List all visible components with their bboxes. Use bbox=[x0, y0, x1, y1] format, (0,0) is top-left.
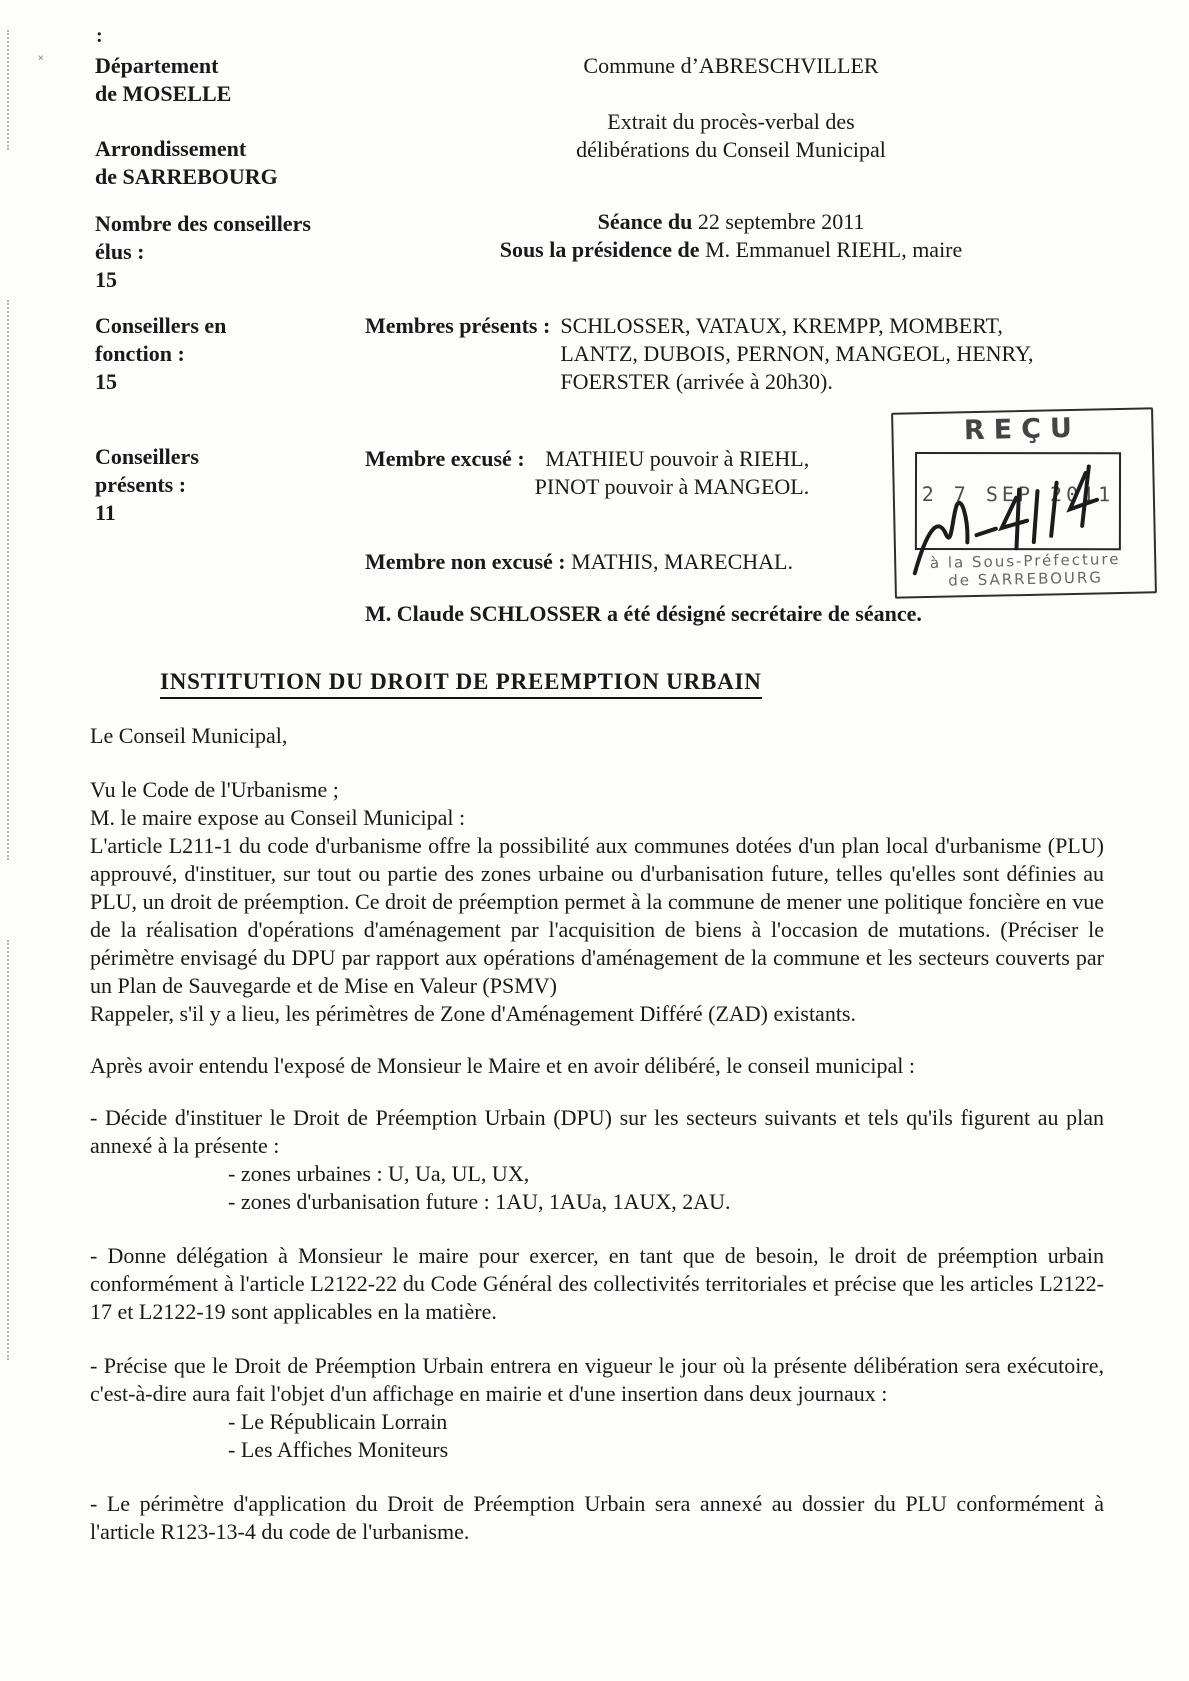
presidence-line bbox=[375, 236, 1087, 264]
councillors-in-office-count: 15 bbox=[95, 369, 117, 394]
session-label: Séance du bbox=[597, 209, 693, 234]
received-stamp bbox=[891, 407, 1157, 598]
vu-code-line: Vu le Code de l'Urbanisme ; bbox=[90, 777, 339, 802]
commune-title: Commune d’ABRESCHVILLER bbox=[583, 53, 879, 78]
members-present-line: LANTZ, DUBOIS, PERNON, MANGEOL, HENRY, bbox=[560, 341, 1034, 366]
councillors-in-office-label: fonction : bbox=[95, 341, 185, 366]
deliberation-title-wrap bbox=[160, 668, 762, 696]
department-block bbox=[95, 52, 231, 108]
journal-list-item: - Le Républicain Lorrain bbox=[228, 1409, 448, 1434]
member-not-excused-value: MATHIS, MARECHAL. bbox=[565, 549, 793, 574]
councillors-elected-label: Nombre des conseillers bbox=[95, 211, 311, 236]
member-excused-label: Membre excusé : bbox=[365, 446, 525, 471]
decide-paragraph: - Décide d'instituer le Droit de Préemption Urbain (DPU) sur les secteurs suivants et tels qu'ils figurent au plan annexé à la présente : bbox=[90, 1105, 1104, 1158]
councillors-present-label: Conseillers bbox=[95, 444, 199, 469]
stamp-footer bbox=[896, 549, 1155, 590]
stamp-footer-line: à la Sous-Préfecture bbox=[929, 549, 1121, 572]
deliberation-title: INSTITUTION DU DROIT DE PREEMPTION URBAIN bbox=[160, 669, 762, 699]
session-date: 22 septembre 2011 bbox=[692, 209, 865, 234]
apres-avoir-line: Après avoir entendu l'exposé de Monsieur le Maire et en avoir délibéré, le conseil municipal : bbox=[90, 1053, 916, 1078]
members-present-names bbox=[560, 312, 1033, 396]
secretary-line: M. Claude SCHLOSSER a été désigné secrétaire de séance. bbox=[365, 601, 922, 626]
scan-artifact-dotted-line bbox=[7, 30, 9, 150]
zones-list-item: - zones d'urbanisation future : 1AU, 1AUa, 1AUX, 2AU. bbox=[228, 1189, 731, 1214]
arrondissement-line: Arrondissement bbox=[95, 136, 247, 161]
perimetre-paragraph: - Le périmètre d'application du Droit de Préemption Urbain sera annexé au dossier du PLU conformément à l'article R123-13-4 du code de l'urbanisme. bbox=[90, 1491, 1104, 1544]
councillors-present-block bbox=[95, 443, 199, 527]
member-excused-row bbox=[365, 445, 809, 501]
session-block bbox=[375, 208, 1087, 264]
stamp-date: 2 7 SEP 2011 bbox=[921, 481, 1115, 507]
members-present-row bbox=[365, 312, 1034, 396]
extract-subtitle-line: délibérations du Conseil Municipal bbox=[576, 137, 886, 162]
stamp-footer-line: de SARREBOURG bbox=[948, 568, 1104, 590]
maire-expose-line: M. le maire expose au Conseil Municipal : bbox=[90, 805, 466, 830]
councillors-elected-block bbox=[95, 210, 311, 294]
scan-artifact-dotted-line bbox=[7, 300, 9, 860]
department-line: Département bbox=[95, 53, 219, 78]
member-excused-line: PINOT pouvoir à MANGEOL. bbox=[534, 474, 810, 499]
arrondissement-block bbox=[95, 135, 278, 191]
councillors-in-office-block bbox=[95, 312, 226, 396]
article-l211-paragraph: L'article L211-1 du code d'urbanisme offre la possibilité aux communes dotées d'un plan local d'urbanisme (PLU) approuvé, d'instituer, sur tout ou partie des zones urbaine ou d'urbanisation future, telles qu'elles sont définies au PLU, un droit de préemption. Ce droit de préemption permet à la commune de mener une politique foncière en vue de la réalisation d'opérations d'aménagement par l'acquisition de biens à l'occasion de mutations. (Préciser le périmètre envisagé du DPU par rapport aux opérations d'aménagement de la commune et les secteurs couverts par un Plan de Sauvegarde et de Mise en Valeur (PSMV) bbox=[90, 833, 1104, 998]
councillors-present-count: 11 bbox=[95, 500, 116, 525]
member-excused-names bbox=[535, 445, 810, 501]
presidence-value: M. Emmanuel RIEHL, maire bbox=[699, 237, 963, 262]
member-not-excused-line bbox=[365, 548, 793, 576]
scan-artifact-dotted-line bbox=[7, 940, 9, 1360]
zones-list-item: - zones urbaines : U, Ua, UL, UX, bbox=[228, 1161, 530, 1186]
rappeler-line: Rappeler, s'il y a lieu, les périmètres de Zone d'Aménagement Différé (ZAD) existants. bbox=[90, 1001, 856, 1026]
presidence-label: Sous la présidence de bbox=[499, 237, 700, 262]
member-not-excused-label: Membre non excusé : bbox=[365, 549, 566, 574]
member-excused-line: MATHIEU pouvoir à RIEHL, bbox=[545, 446, 810, 471]
scan-speck: ˟ bbox=[38, 54, 44, 69]
deliberation-body bbox=[90, 722, 1104, 1546]
members-present-line: SCHLOSSER, VATAUX, KREMPP, MOMBERT, bbox=[560, 313, 1003, 338]
journal-list-item: - Les Affiches Moniteurs bbox=[228, 1437, 449, 1462]
councillors-present-label: présents : bbox=[95, 472, 187, 497]
stamp-recu-text: REÇU bbox=[963, 412, 1082, 447]
members-present-line: FOERSTER (arrivée à 20h30). bbox=[560, 369, 833, 394]
extract-subtitle bbox=[375, 108, 1087, 164]
members-present-label: Membres présents : bbox=[365, 313, 551, 338]
department-line: de MOSELLE bbox=[95, 81, 232, 106]
top-colon-mark: : bbox=[96, 25, 103, 47]
councillors-elected-count: 15 bbox=[95, 267, 117, 292]
donne-delegation-paragraph: - Donne délégation à Monsieur le maire pour exercer, en tant que de besoin, le droit de préemption urbain conformément à l'article L2122-22 du Code Général des collectivités territoriales et précise que les articles L2122-17 et L2122-19 sont applicables en la matière. bbox=[90, 1243, 1104, 1324]
arrondissement-line: de SARREBOURG bbox=[95, 164, 278, 189]
council-opening: Le Conseil Municipal, bbox=[90, 723, 288, 748]
precise-paragraph: - Précise que le Droit de Préemption Urbain entrera en vigueur le jour où la présente délibération sera exécutoire, c'est-à-dire aura fait l'objet d'un affichage en mairie et d'une insertion dans deux journaux : bbox=[90, 1353, 1104, 1406]
councillors-elected-label: élus : bbox=[95, 239, 145, 264]
extract-subtitle-line: Extrait du procès-verbal des bbox=[607, 109, 855, 134]
councillors-in-office-label: Conseillers en bbox=[95, 313, 227, 338]
session-line bbox=[375, 208, 1087, 236]
